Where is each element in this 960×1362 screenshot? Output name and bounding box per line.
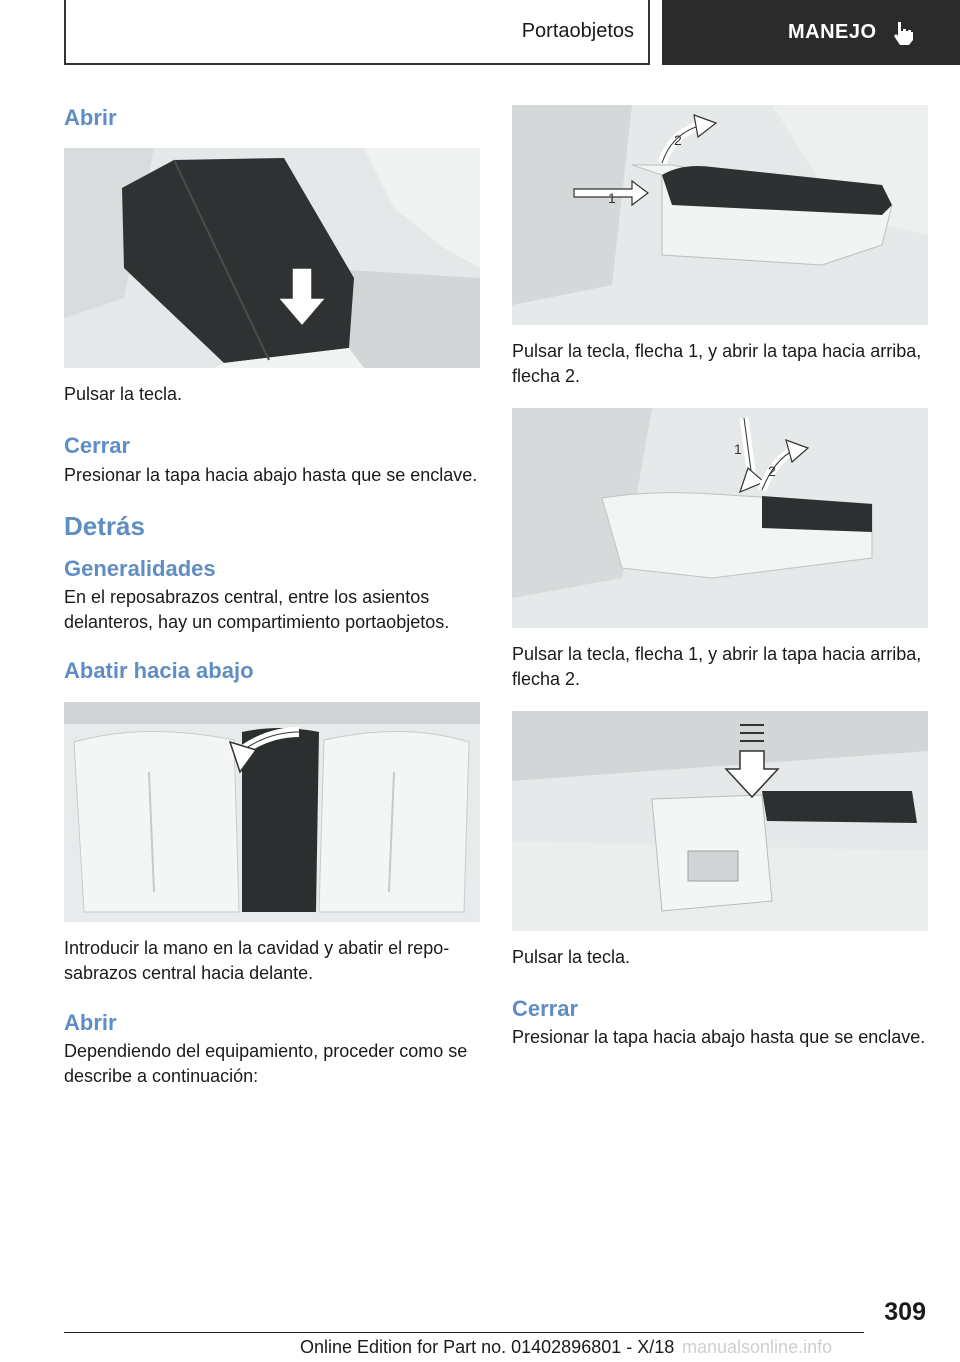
heading-abrir: Abrir — [64, 105, 117, 130]
arrow-label-1b: 1 — [734, 441, 742, 457]
footer-watermark: manualsonline.info — [682, 1337, 833, 1357]
heading-abatir: Abatir hacia abajo — [64, 658, 254, 684]
heading-detras: Detrás — [64, 510, 145, 541]
figure-front-armrest-open — [64, 148, 480, 368]
right-column — [512, 100, 928, 1050]
footer-divider — [64, 1332, 864, 1333]
text-cerrar-2: Presionar la tapa hacia abajo hasta que se enclave. — [512, 1027, 926, 1048]
header-section-tab — [64, 0, 650, 65]
header-chapter-tab — [662, 0, 960, 65]
text-abrir-2: Dependiendo del equipamiento, proceder como se describe a continuación: — [64, 1041, 468, 1087]
pointing-hand-icon — [891, 20, 915, 46]
arrow-label-2b: 2 — [768, 463, 776, 479]
arrow-label-2: 2 — [674, 132, 682, 148]
heading-cerrar: Cerrar — [64, 433, 131, 459]
figure-rear-armrest-open-2 — [512, 408, 928, 628]
caption-abatir: Introducir la mano en la cavidad y abatir el reposabrazos central hacia delante. — [64, 937, 450, 983]
figure-rear-armrest-open-1 — [512, 105, 928, 325]
heading-abrir-2: Abrir — [64, 1009, 117, 1035]
arrow-label-1: 1 — [608, 190, 616, 206]
heading-generalidades: Generalidades — [64, 555, 216, 581]
text-generalidades: En el reposabrazos central, entre los asientos delanteros, hay un compartimiento portaobjetos. — [64, 587, 450, 633]
chapter-title: MANEJO — [788, 21, 877, 43]
section-title: Portaobjetos — [521, 20, 634, 42]
caption-rear-2: Pulsar la tecla, flecha 1, y abrir la tapa hacia arriba, flecha 2. — [512, 644, 922, 689]
caption-rear-1: Pulsar la tecla, flecha 1, y abrir la tapa hacia arriba, flecha 2. — [512, 341, 922, 386]
page-number: 309 — [884, 1298, 926, 1326]
figure-rear-armrest-button — [512, 711, 928, 931]
left-column — [64, 100, 480, 1089]
footer-edition: Online Edition for Part no. 01402896801 - X/18 — [300, 1337, 675, 1357]
caption-rear-3: Pulsar la tecla. — [512, 947, 631, 967]
caption-pulsar-tecla: Pulsar la tecla. — [64, 384, 183, 405]
heading-cerrar-2: Cerrar — [512, 996, 579, 1021]
figure-rear-armrest-fold — [64, 702, 480, 922]
text-cerrar: Presionar la tapa hacia abajo hasta que se enclave. — [64, 464, 478, 485]
